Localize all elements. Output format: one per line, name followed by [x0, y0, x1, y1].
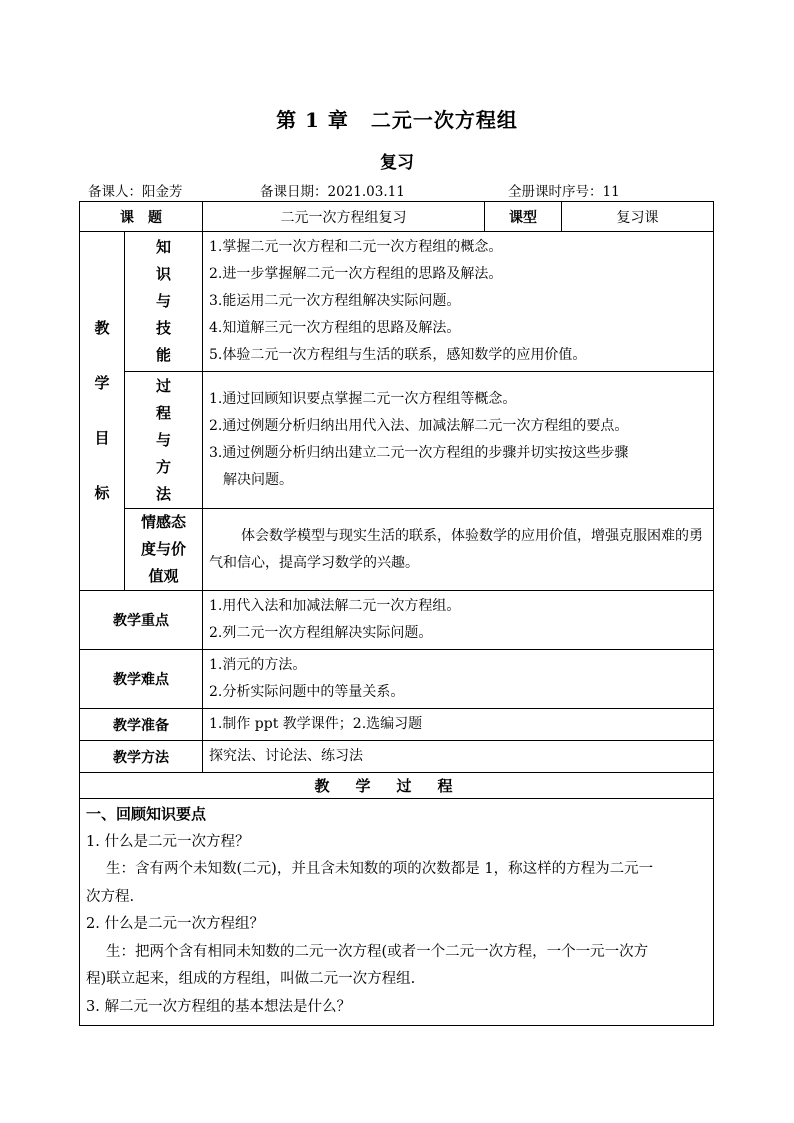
- lesson-number: 全册课时序号：11: [508, 184, 620, 200]
- list-item: 1.掌握二元一次方程和二元一次方程组的概念。: [209, 239, 503, 255]
- list-item: 5.体验二元一次方程组与生活的联系，感知数学的应用价值。: [209, 347, 587, 363]
- topic-value: 二元一次方程组复习: [203, 202, 485, 232]
- list-item: 2.通过例题分析归纳出用代入法、加减法解二元一次方程组的要点。: [209, 418, 629, 434]
- review-section: [80, 799, 714, 1026]
- key-points-row: [80, 591, 714, 650]
- type-label: 课型: [485, 202, 562, 232]
- emotion-content: 体会数学模型与现实生活的联系，体验数学的应用价值，增强克服困难的勇气和信心，提高学习数学的兴趣。: [203, 509, 714, 591]
- list-item: 解决问题。: [223, 472, 293, 488]
- answer-1: 生：含有两个未知数(二元)，并且含未知数的项的次数都是 1，称这样的方程为二元一: [106, 861, 654, 877]
- list-item: 2.分析实际问题中的等量关系。: [209, 684, 405, 700]
- method-content: 探究法、讨论法、练习法: [203, 741, 714, 773]
- emotion-row: [80, 509, 714, 591]
- question-2: 2. 什么是二元一次方程组？: [86, 916, 264, 932]
- difficulty-content: [203, 650, 714, 709]
- process-row: [80, 372, 714, 509]
- answer-2: 生：把两个含有相同未知数的二元一次方程(或者一个二元一次方程，一个一元一次方: [106, 943, 649, 960]
- topic-label: 课 题: [80, 202, 203, 232]
- method-row: [80, 741, 714, 773]
- list-item: 1.通过回顾知识要点掌握二元一次方程组等概念。: [209, 391, 517, 407]
- process-label: 过 程 与 方 法: [125, 372, 203, 509]
- question-3: 3. 解二元一次方程组的基本想法是什么？: [86, 998, 351, 1015]
- lesson-plan-table: [79, 201, 714, 1026]
- list-item: 1.消元的方法。: [209, 657, 307, 673]
- list-item: 4.知道解三元一次方程组的思路及解法。: [209, 320, 461, 336]
- key-points-label: 教学重点: [80, 591, 203, 650]
- key-points-content: [203, 591, 714, 650]
- list-item: 1.用代入法和加减法解二元一次方程组。: [209, 598, 461, 614]
- answer-1-cont: 次方程.: [86, 888, 135, 905]
- knowledge-label: 知 识 与 技 能: [125, 232, 203, 372]
- review-heading: 一、回顾知识要点: [86, 805, 207, 823]
- objectives-label: 教 学 目 标: [80, 232, 125, 591]
- list-item: 2.列二元一次方程组解决实际问题。: [209, 625, 433, 641]
- teaching-process-header-row: [80, 773, 714, 799]
- type-value: 复习课: [562, 202, 714, 232]
- process-content: [203, 372, 714, 509]
- difficulty-row: [80, 650, 714, 709]
- prep-date: 备课日期：2021.03.11: [260, 184, 405, 200]
- list-item: 3.通过例题分析归纳出建立二元一次方程组的步骤并切实按这些步骤: [209, 445, 629, 461]
- list-item: 3.能运用二元一次方程组解决实际问题。: [209, 293, 461, 309]
- preparation-label: 教学准备: [80, 709, 203, 741]
- topic-row: [80, 202, 714, 232]
- preparer: 备课人：阳金芳: [88, 184, 183, 200]
- knowledge-content: [203, 232, 714, 372]
- difficulty-label: 教学难点: [80, 650, 203, 709]
- preparation-row: [80, 709, 714, 741]
- answer-2-cont: 程)联立起来，组成的方程组，叫做二元一次方程组.: [86, 971, 416, 987]
- emotion-label: 情感态 度与价 值观: [125, 509, 203, 591]
- review-row: [80, 799, 714, 1026]
- method-label: 教学方法: [80, 741, 203, 773]
- lesson-meta: [88, 180, 718, 198]
- teaching-process-header: 教学过程: [80, 773, 714, 799]
- preparation-content: 1.制作 ppt 教学课件；2.选编习题: [203, 709, 714, 741]
- question-1: 1. 什么是二元一次方程？: [86, 833, 250, 850]
- knowledge-row: [80, 232, 714, 372]
- list-item: 2.进一步掌握解二元一次方程组的思路及解法。: [209, 266, 503, 282]
- page-subtitle: 复习: [380, 153, 414, 173]
- page-title: 第 1 章 二元一次方程组: [276, 108, 518, 132]
